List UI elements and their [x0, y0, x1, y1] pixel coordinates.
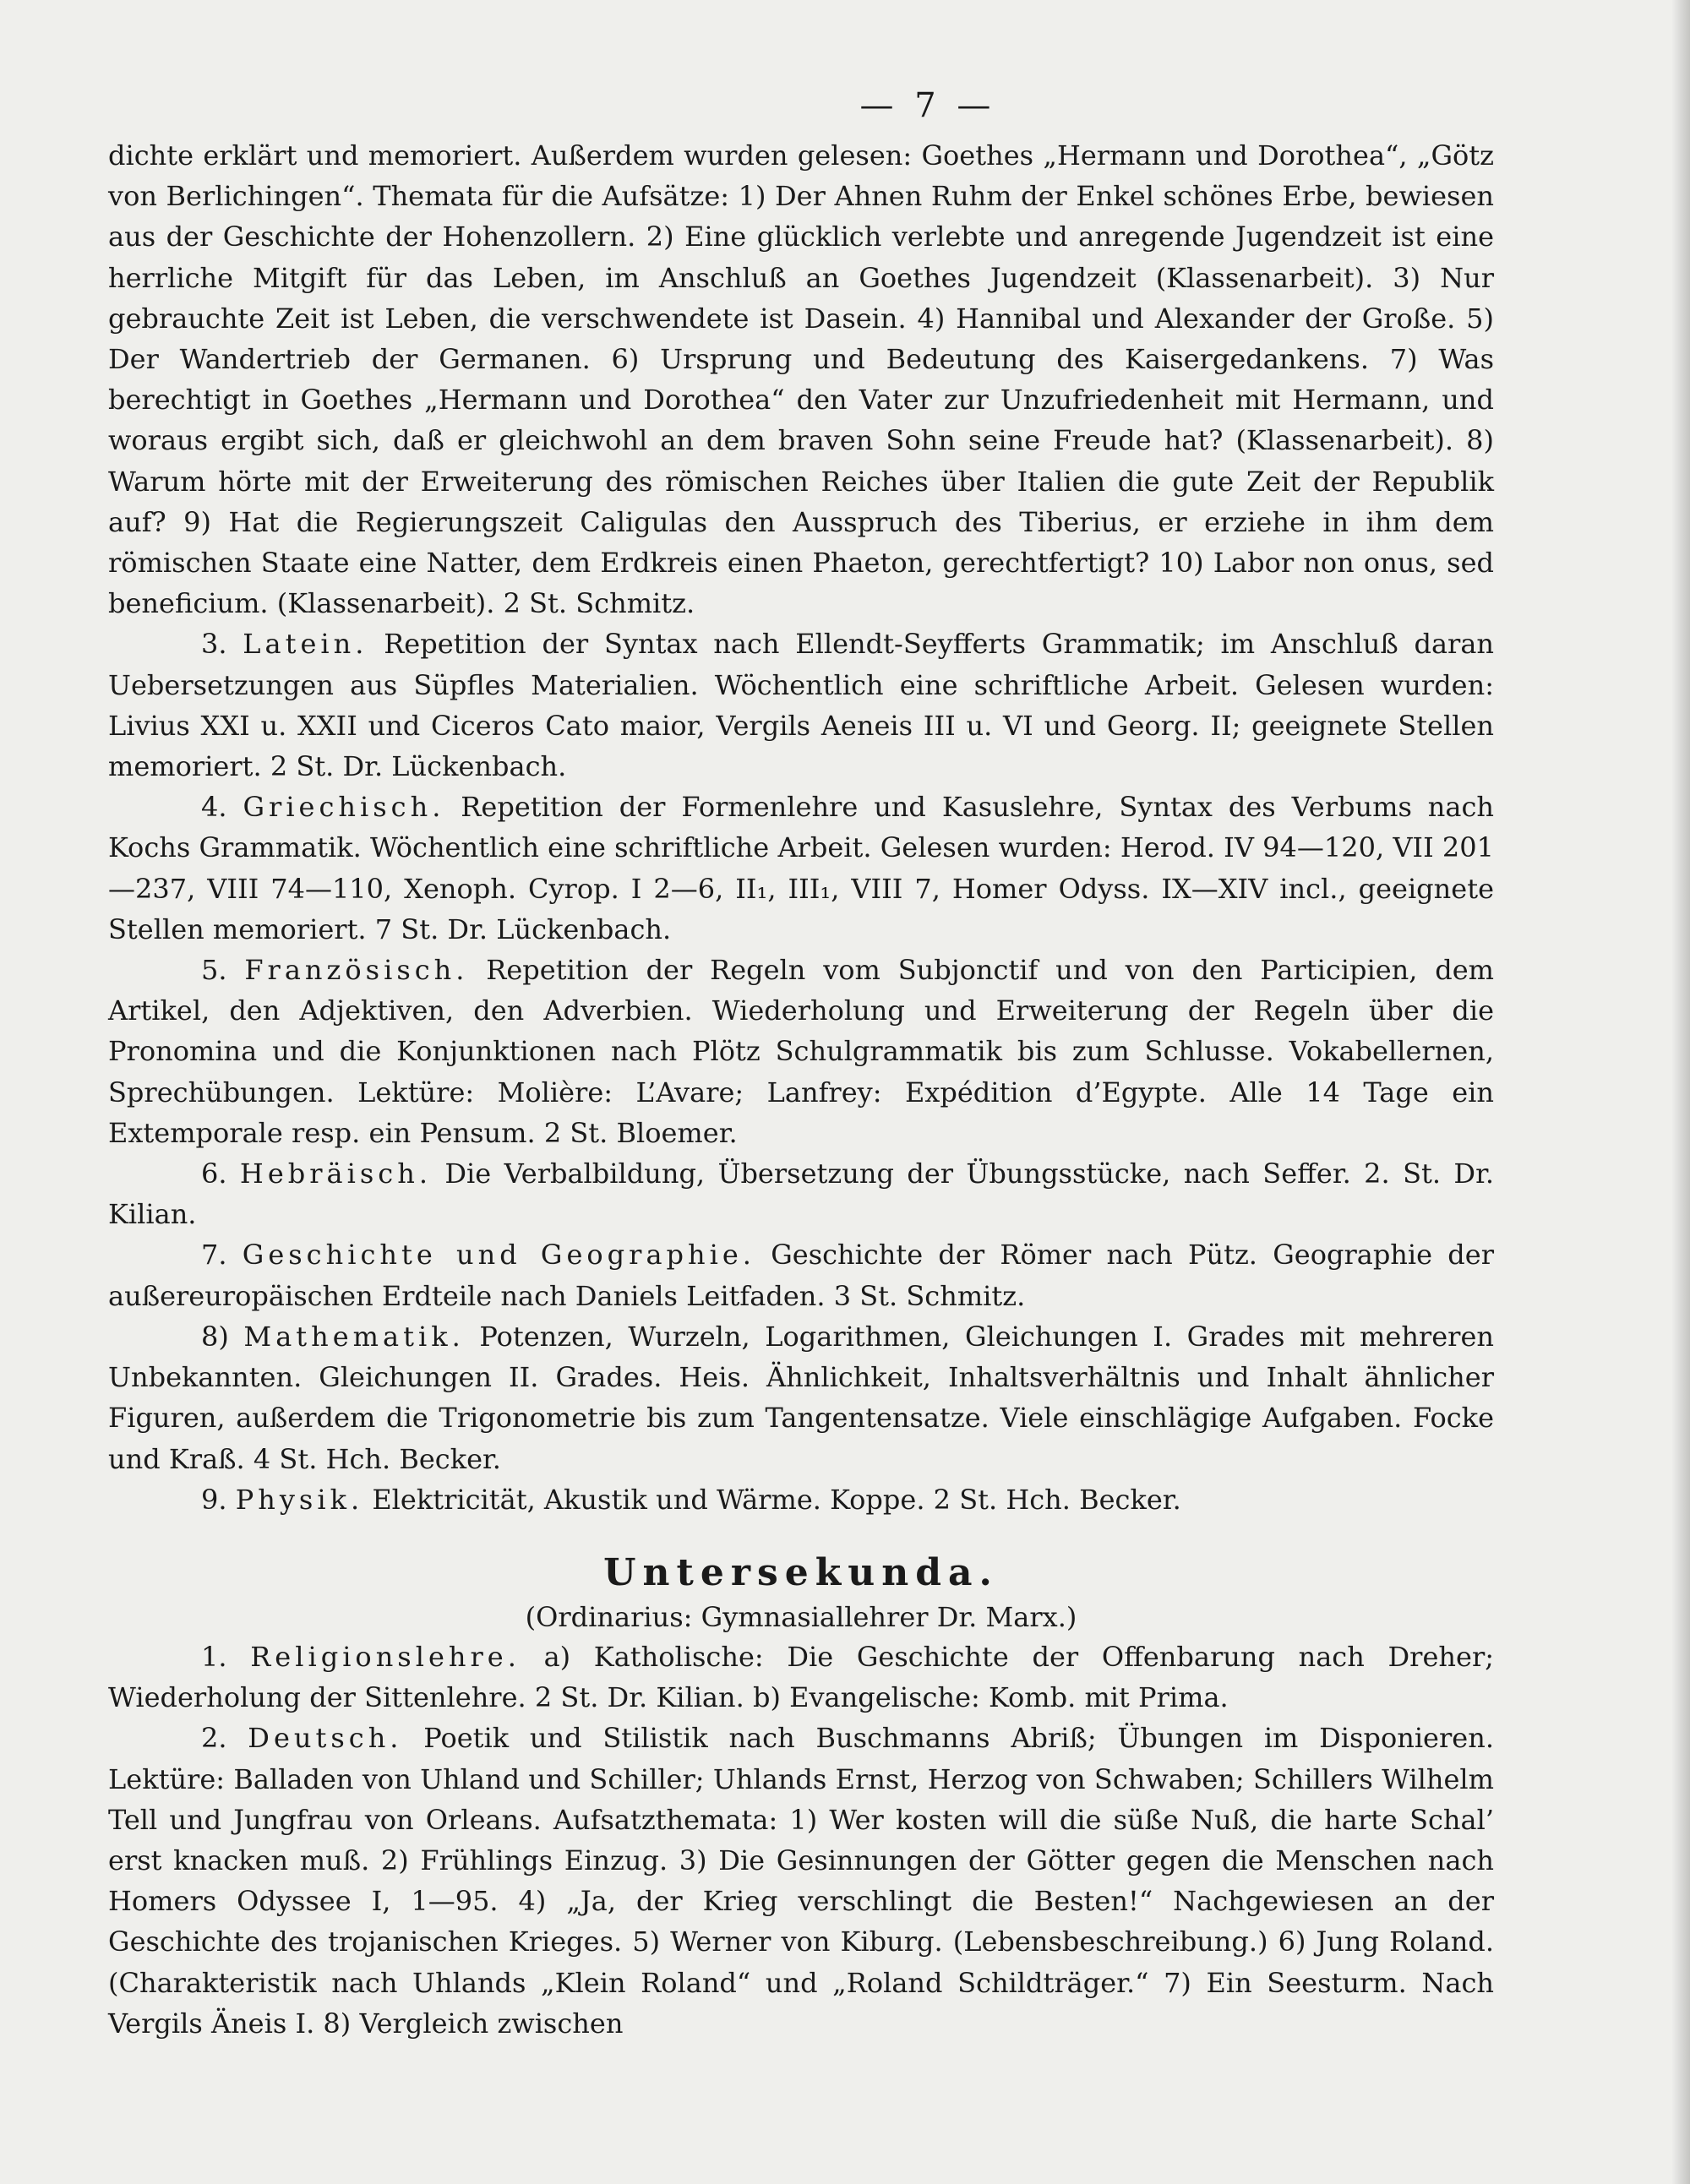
subject-geschichte-geographie: 7. Geschichte und Geographie. Geschichte der Römer nach Pütz. Geographie der außereuropäischen Erdteile nach Daniels Leitfaden. 3 St. Schmitz.: [108, 1239, 1495, 1312]
subject-hebraeisch: 6. Hebräisch. Die Verbalbildung, Übersetzung der Übungsstücke, nach Seffer. 2. St. Dr. Kilian.: [108, 1157, 1495, 1231]
subject-deutsch: 2. Deutsch. Poetik und Stilistik nach Buschmanns Abriß; Übungen im Disponieren. Lektüre: Balladen von Uhland und Schiller; Uhlands Ernst, Herzog von Schwaben; Schillers Wilhelm Tell und Jungfrau von Orleans. Aufsatzthemata: 1) Wer kosten will die süße Nuß, die harte Schal’ erst knacken muß. 2) Frühlings Einzug. 3) Die Gesinnungen der Götter gegen die Menschen nach Homers Odyssee I, 1—95. 4) „Ja, der Krieg verschlingt die Besten!“ Nachgewiesen an der Geschichte des trojanischen Krieges. 5) Werner von Kiburg. (Lebensbeschreibung.) 6) Jung Roland. (Charakteristik nach Uhlands „Klein Roland“ und „Roland Schildträger.“ 7) Ein Seesturm. Nach Vergils Äneis I. 8) Vergleich zwischen: [108, 1722, 1495, 2040]
page-number: — 7 —: [859, 86, 996, 125]
subject-griechisch: 4. Griechisch. Repetition der Formenlehre und Kasuslehre, Syntax des Verbums nach Kochs Grammatik. Wöchentlich eine schriftliche Arbeit. Gelesen wurden: Herod. IV 94—120, VII 201—237, VIII 74—110, Xenoph. Cyrop. I 2—6, II₁, III₁, VIII 7, Homer Odyss. IX—XIV incl., geeignete Stellen memoriert. 7 St. Dr. Lückenbach.: [108, 791, 1495, 945]
subject-latein: 3. Latein. Repetition der Syntax nach Ellendt-Seyfferts Grammatik; im Anschluß daran Uebersetzungen aus Süpfles Materialien. Wöchentlich eine schriftliche Arbeit. Gelesen wurden: Livius XXI u. XXII und Ciceros Cato maior, Vergils Aeneis III u. VI und Georg. II; geeignete Stellen memoriert. 2 St. Dr. Lückenbach.: [108, 628, 1495, 783]
intro-paragraph: dichte erklärt und memoriert. Außerdem wurden gelesen: Goethes „Hermann und Dorothea“, „Götz von Berlichingen“. Themata für die Aufsätze: 1) Der Ahnen Ruhm der Enkel schönes Erbe, bewiesen aus der Geschichte der Hohenzollern. 2) Eine glücklich verlebte und anregende Jugendzeit ist eine herrliche Mitgift für das Leben, im Anschluß an Goethes Jugendzeit (Klassenarbeit). 3) Nur gebrauchte Zeit ist Leben, die verschwendete ist Dasein. 4) Hannibal und Alexander der Große. 5) Der Wandertrieb der Germanen. 6) Ursprung und Bedeutung des Kaisergedankens. 7) Was berechtigt in Goethes „Hermann und Dorothea“ den Vater zur Unzufriedenheit mit Hermann, und woraus ergibt sich, daß er gleichwohl an dem braven Sohn seine Freude hat? (Klassenarbeit). 8) Warum hörte mit der Erweiterung des römischen Reiches über Italien die gute Zeit der Republik auf? 9) Hat die Regierungszeit Caligulas den Ausspruch des Tiberius, er erziehe in ihm dem römischen Staate eine Natter, dem Erdkreis einen Phaeton, gerechtfertigt? 10) Labor non onus, sed beneficium. (Klassenarbeit). 2 St. Schmitz.: [108, 139, 1494, 620]
subject-religionslehre: 1. Religionslehre. a) Katholische: Die Geschichte der Offenbarung nach Dreher; Wiederholung der Sittenlehre. 2 St. Dr. Kilian. b) Evangelische: Komb. mit Prima.: [108, 1640, 1495, 1714]
page-content: [108, 76, 1494, 2044]
section-title-untersekunda: Untersekunda.: [603, 1550, 999, 1594]
ordinarius-line: (Ordinarius: Gymnasiallehrer Dr. Marx.): [525, 1600, 1077, 1633]
subject-franzoesisch: 5. Französisch. Repetition der Regeln vom Subjonctif und von den Participien, dem Artikel, den Adjektiven, den Adverbien. Wiederholung und Erweiterung der Regeln über die Pronomina und die Konjunktionen nach Plötz Schulgrammatik bis zum Schlusse. Vokabellernen, Sprechübungen. Lektüre: Molière: L’Avare; Lanfrey: Expédition d’Egypte. Alle 14 Tage ein Extemporale resp. ein Pensum. 2 St. Bloemer.: [108, 954, 1495, 1149]
subject-physik: 9. Physik. Elektricität, Akustik und Wärme. Koppe. 2 St. Hch. Becker.: [201, 1483, 1181, 1516]
page-edge-shadow: [1671, 0, 1690, 2184]
subject-mathematik: 8) Mathematik. Potenzen, Wurzeln, Logarithmen, Gleichungen I. Grades mit mehreren Unbekannten. Gleichungen II. Grades. Heis. Ähnlichkeit, Inhaltsverhältnis und Inhalt ähnlicher Figuren, außerdem die Trigonometrie bis zum Tangentensatze. Viele einschlägige Aufgaben. Focke und Kraß. 4 St. Hch. Becker.: [108, 1320, 1495, 1475]
